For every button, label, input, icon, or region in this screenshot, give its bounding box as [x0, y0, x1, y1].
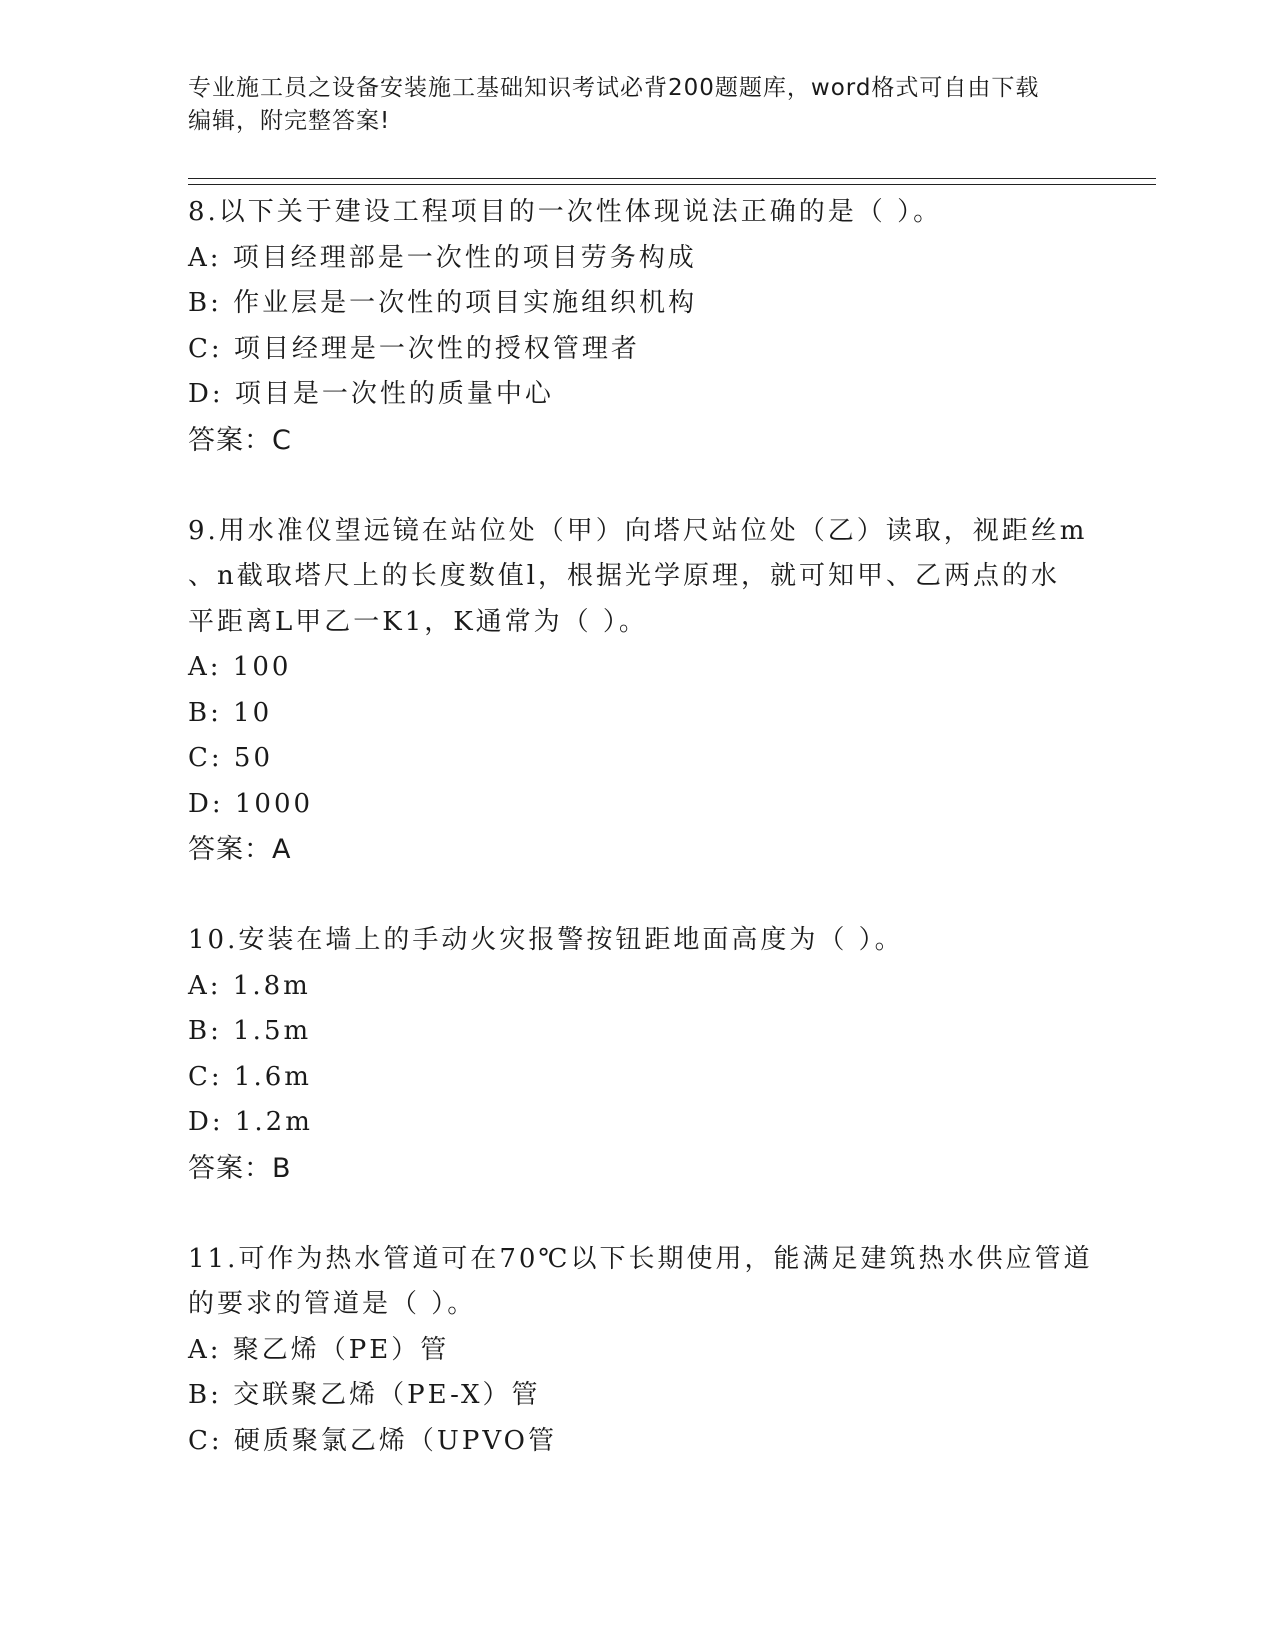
question-block-11 [188, 1237, 1093, 1465]
question-stem: 10.安装在墙上的手动火灾报警按钮距地面高度为（ ）。 [188, 925, 904, 955]
spacer [188, 1191, 1088, 1237]
question-stem-line-1: 9.用水准仪望远镜在站位处（甲）向塔尺站位处（乙）读取，视距丝m [188, 515, 1088, 546]
spacer [188, 873, 1088, 919]
answer-line: 答案：B [188, 1152, 292, 1184]
question-block-9 [188, 509, 1088, 873]
header-divider-bottom [188, 184, 1156, 185]
option-b: B: 10 [188, 697, 273, 728]
question-block-8 [188, 190, 1088, 463]
header-title-line-2: 编辑，附完整答案! [188, 108, 391, 134]
question-block-10 [188, 918, 1088, 1191]
question-stem-line-2: 、n截取塔尺上的长度数值l，根据光学原理，就可知甲、乙两点的水 [188, 561, 1061, 591]
header-divider-top [188, 178, 1156, 179]
option-d: D: 1.2m [188, 1107, 313, 1137]
option-b: B: 交联聚乙烯（PE-X）管 [188, 1380, 541, 1410]
spacer [188, 463, 1088, 509]
option-c: C: 50 [188, 743, 274, 773]
header-title-line-1: 专业施工员之设备安装施工基础知识考试必背200题题库，word格式可自由下载 [188, 75, 1040, 101]
question-stem: 8.以下关于建设工程项目的一次性体现说法正确的是（ ）。 [188, 197, 943, 227]
question-stem-line-3: 平距离L甲乙一K1，K通常为（ ）。 [188, 606, 648, 637]
option-a: A: 100 [188, 652, 292, 682]
option-a: A: 1.8m [188, 970, 311, 1001]
question-stem-line-2: 的要求的管道是（ ）。 [188, 1289, 477, 1319]
answer-line: 答案：C [188, 424, 292, 456]
question-stem-line-1: 11.可作为热水管道可在70℃以下长期使用，能满足建筑热水供应管道 [188, 1243, 1093, 1274]
option-c: C: 硬质聚氯乙烯（UPVO管 [188, 1425, 557, 1456]
option-a: A: 项目经理部是一次性的项目劳务构成 [188, 242, 697, 273]
option-d: D: 项目是一次性的质量中心 [188, 379, 554, 409]
answer-line: 答案：A [188, 834, 292, 865]
option-a: A: 聚乙烯（PE）管 [188, 1334, 450, 1365]
option-c: C: 1.6m [188, 1061, 312, 1092]
option-b: B: 作业层是一次性的项目实施组织机构 [188, 288, 698, 318]
option-b: B: 1.5m [188, 1016, 312, 1046]
question-list [188, 190, 1093, 1464]
option-d: D: 1000 [188, 788, 314, 819]
option-c: C: 项目经理是一次性的授权管理者 [188, 333, 640, 364]
document-header [188, 72, 1068, 138]
